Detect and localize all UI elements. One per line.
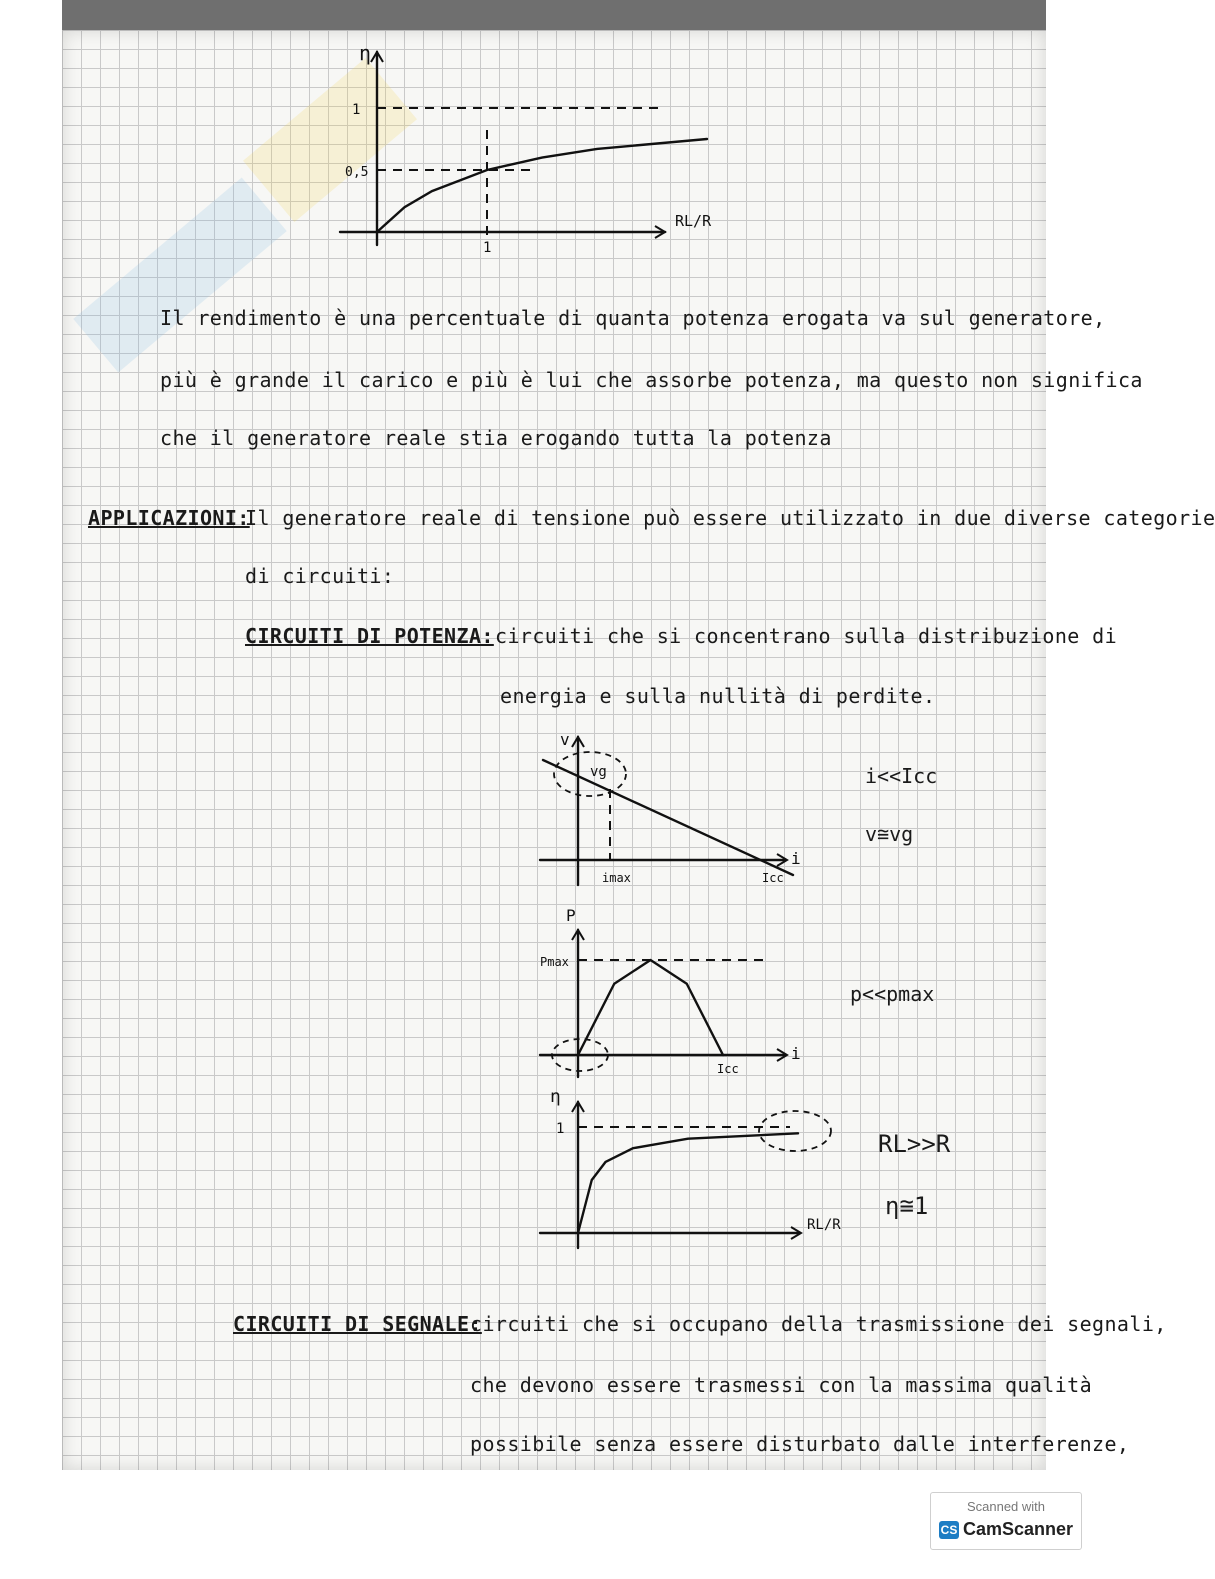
power-label: CIRCUITI DI POTENZA:: [245, 624, 494, 648]
efficiency-curve: [377, 139, 707, 232]
note-efficiency: η≅1: [885, 1192, 929, 1220]
y-axis-label: η: [359, 41, 372, 65]
x-tick-icc: Icc: [762, 871, 784, 885]
scan-edge: [62, 0, 1046, 30]
applications-label: APPLICAZIONI:: [88, 506, 250, 530]
power-text2: energia e sulla nullità di perdite.: [500, 684, 936, 708]
efficiency-chart-bottom: [535, 1088, 845, 1258]
note-voltage: v≅vg: [865, 822, 914, 846]
vi-chart: [535, 725, 805, 895]
vg-marker: vg: [590, 764, 607, 780]
note-power: p<<pmax: [850, 982, 935, 1006]
x-axis-label: RL/R: [675, 212, 712, 230]
badge-brand-text: CamScanner: [963, 1519, 1074, 1539]
y-axis-label: P: [566, 906, 576, 925]
power-text: circuiti che si concentrano sulla distribuzione di: [495, 624, 1118, 648]
applications-text: Il generatore reale di tensione può essere utilizzato in due diverse categorie: [245, 506, 1215, 530]
para1-line2: più è grande il carico e più è lui che assorbe potenza, ma questo non significa: [160, 368, 1143, 392]
power-chart: [535, 905, 805, 1085]
signal-text3: possibile senza essere disturbato dalle interferenze,: [470, 1432, 1130, 1456]
camscanner-badge: [930, 1492, 1082, 1550]
x-axis-label: i: [791, 849, 801, 868]
x-tick-icc: Icc: [717, 1062, 739, 1076]
efficiency-chart-top: [330, 40, 720, 260]
x-axis-label: RL/R: [807, 1217, 841, 1233]
note-load: RL>>R: [878, 1130, 951, 1158]
x-axis-label: i: [791, 1044, 801, 1063]
signal-text2: che devono essere trasmessi con la massima qualità: [470, 1373, 1093, 1397]
signal-label: CIRCUITI DI SEGNALE:: [233, 1312, 482, 1336]
y-axis-label: v: [560, 730, 570, 749]
y-tick-pmax: Pmax: [540, 955, 569, 969]
applications-text2: di circuiti:: [245, 564, 395, 588]
power-curve: [578, 960, 723, 1055]
y-axis-label: η: [550, 1086, 561, 1107]
y-tick-half: 0,5: [345, 165, 369, 180]
y-tick-1: 1: [352, 102, 361, 118]
load-line: [543, 760, 793, 875]
camscanner-logo-icon: CS: [940, 1523, 958, 1537]
x-tick-imax: imax: [602, 871, 631, 885]
saturation-highlight-ellipse: [759, 1111, 831, 1151]
efficiency-curve: [578, 1133, 798, 1233]
y-tick-1: 1: [556, 1121, 565, 1137]
badge-scanned-text: Scanned with: [966, 1499, 1046, 1514]
para1-line3: che il generatore reale stia erogando tutta la potenza: [160, 426, 832, 450]
para1-line1: Il rendimento è una percentuale di quanta potenza erogata va sul generatore,: [160, 306, 1106, 330]
x-tick-1: 1: [483, 240, 492, 256]
note-current: i<<Icc: [865, 764, 938, 788]
signal-text: circuiti che si occupano della trasmissione dei segnali,: [470, 1312, 1167, 1336]
